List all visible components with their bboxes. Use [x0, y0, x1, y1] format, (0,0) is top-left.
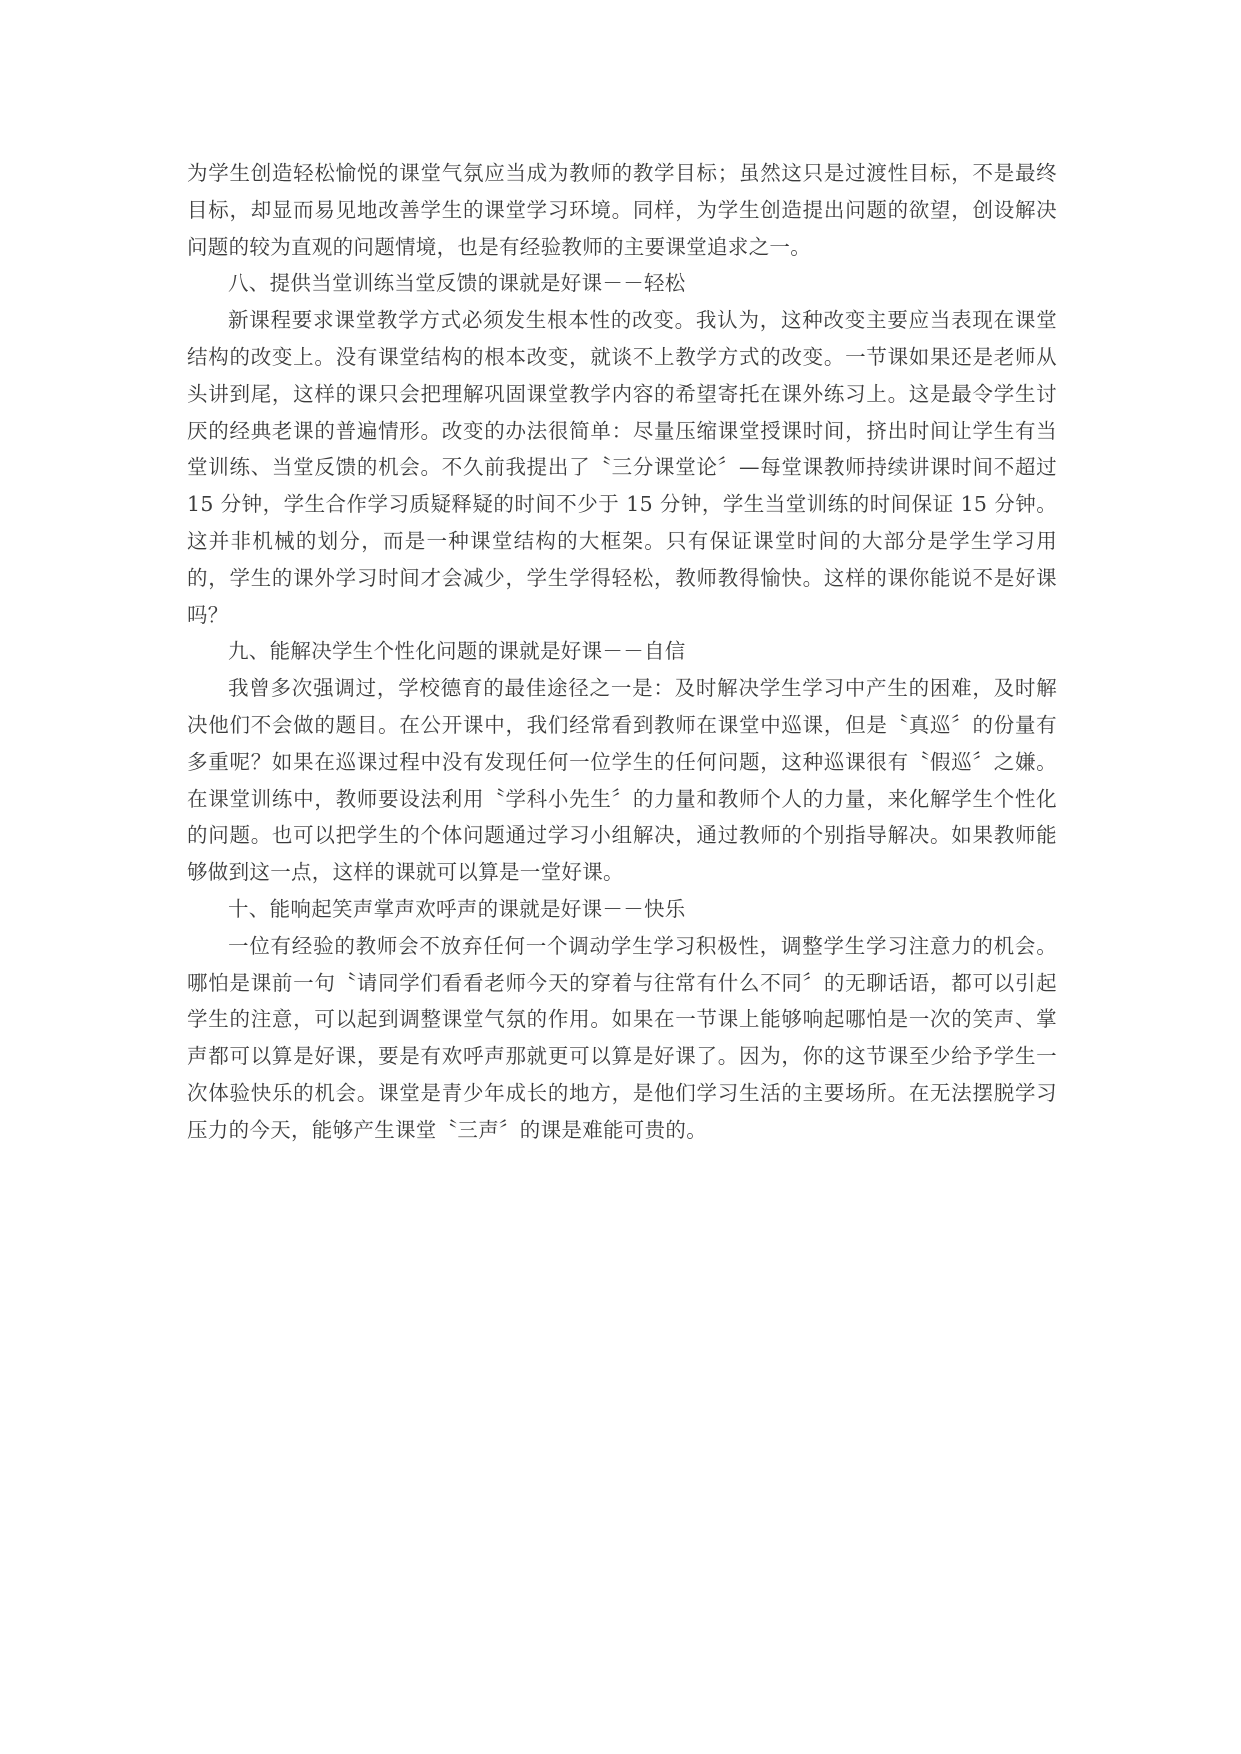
paragraph-intro: 为学生创造轻松愉悦的课堂气氛应当成为教师的教学目标；虽然这只是过渡性目标，不是最终目标，却显而易见地改善学生的课堂学习环境。同样，为学生创造提出问题的欲望，创设解决问题的较为直观的问题情境，也是有经验教师的主要课堂追求之一。 [187, 161, 1057, 259]
section-heading-10: 十、能响起笑声掌声欢呼声的课就是好课－－快乐 [228, 896, 686, 921]
document-body [187, 155, 1057, 1149]
paragraph-section-8: 新课程要求课堂教学方式必须发生根本性的改变。我认为，这种改变主要应当表现在课堂结构的改变上。没有课堂结构的根本改变，就谈不上教学方式的改变。一节课如果还是老师从头讲到尾，这样的课只会把理解巩固课堂教学内容的希望寄托在课外练习上。这是最令学生讨厌的经典老课的普遍情形。改变的办法很简单：尽量压缩课堂授课时间，挤出时间让学生有当堂训练、当堂反馈的机会。不久前我提出了〝三分课堂论〞—每堂课教师持续讲课时间不超过 15 分钟，学生合作学习质疑释疑的时间不少于 15 分钟，学生当堂训练的时间保证 15 分钟。这并非机械的划分，而是一种课堂结构的大框架。只有保证课堂时间的大部分是学生学习用的，学生的课外学习时间才会减少，学生学得轻松，教师教得愉快。这样的课你能说不是好课吗？ [187, 308, 1057, 627]
paragraph-section-10: 一位有经验的教师会不放弃任何一个调动学生学习积极性，调整学生学习注意力的机会。哪怕是课前一句〝请同学们看看老师今天的穿着与往常有什么不同〞的无聊话语，都可以引起学生的注意，可以起到调整课堂气氛的作用。如果在一节课上能够响起哪怕是一次的笑声、掌声都可以算是好课，要是有欢呼声那就更可以算是好课了。因为，你的这节课至少给予学生一次体验快乐的机会。课堂是青少年成长的地方，是他们学习生活的主要场所。在无法摆脱学习压力的今天，能够产生课堂〝三声〞的课是难能可贵的。 [187, 933, 1057, 1142]
paragraph-section-9: 我曾多次强调过，学校德育的最佳途径之一是：及时解决学生学习中产生的困难，及时解决他们不会做的题目。在公开课中，我们经常看到教师在课堂中巡课，但是〝真巡〞的份量有多重呢？如果在巡课过程中没有发现任何一位学生的任何问题，这种巡课很有〝假巡〞之嫌。在课堂训练中，教师要设法利用〝学科小先生〞的力量和教师个人的力量，来化解学生个性化的问题。也可以把学生的个体问题通过学习小组解决，通过教师的个别指导解决。如果教师能够做到这一点，这样的课就可以算是一堂好课。 [187, 676, 1057, 885]
section-heading-8: 八、提供当堂训练当堂反馈的课就是好课－－轻松 [228, 271, 686, 296]
section-heading-9: 九、能解决学生个性化问题的课就是好课－－自信 [228, 639, 686, 664]
